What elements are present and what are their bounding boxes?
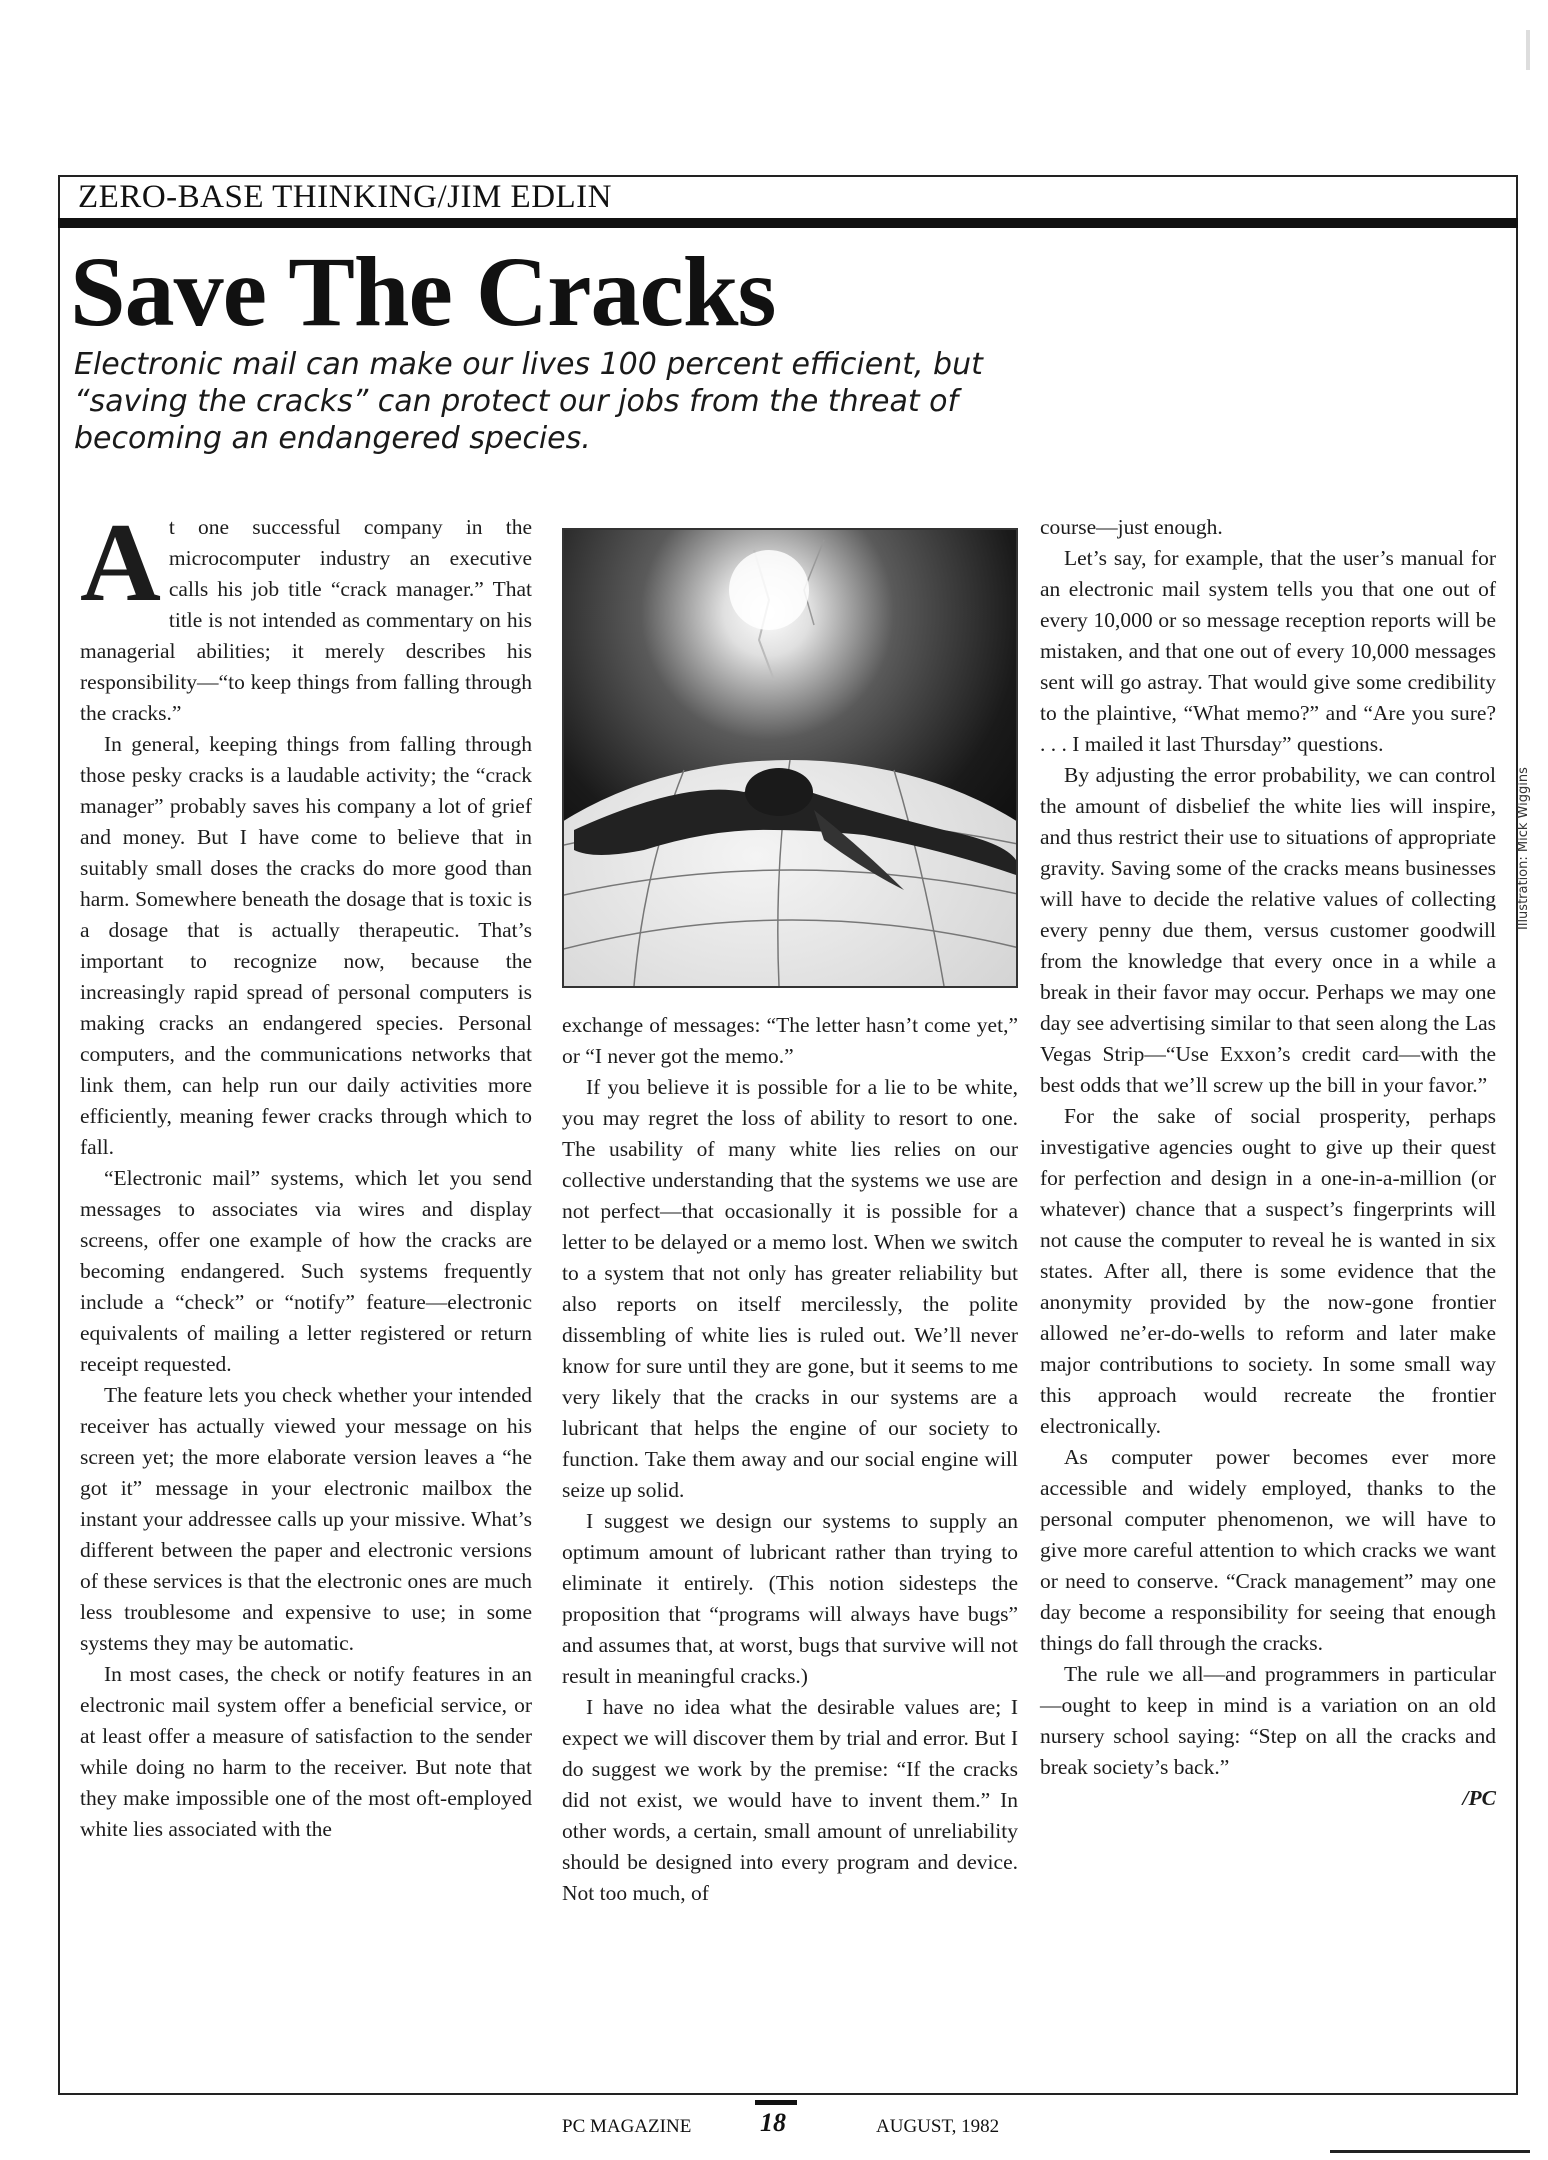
paragraph: In general, keeping things from falling through those pesky cracks is a laudable activity; the “crack manager” probably saves his company a lot of grief and money. But I have come to believe that in suitably small doses the cracks do more good than harm. Somewhere beneath the dosage that is toxic is a dosage that is actually therapeutic. That’s important to recognize now, because the increasingly rapid spread of personal computers is making cracks an endangered species. Personal computers, and the communications networks that link them, can help run our daily activities more efficiently, meaning fewer cracks through which to fall. [80, 732, 532, 1159]
surreal-globe-figure-illustration [564, 530, 1016, 986]
column-title: ZERO-BASE THINKING/JIM EDLIN [78, 179, 613, 215]
illustration-credit: Illustration: Mick Wiggins [1516, 767, 1531, 930]
paragraph: exchange of messages: “The letter hasn’t come yet,” or “I never got the memo.” [562, 1013, 1018, 1068]
paragraph: By adjusting the error probability, we can control the amount of disbelief the white lies will inspire, and thus restrict their use to situations of appropriate gravity. Saving some of the cracks means businesses will have to decide the relative values of collecting every penny due them, versus customer goodwill from the knowledge that every once in a while a break in their favor may occur. Perhaps we may one day see advertising similar to that seen along the Las Vegas Strip—“Use Exxon’s credit card—with the best odds that we’ll screw up the bill in your favor.” [1040, 763, 1496, 1097]
paragraph [80, 501, 532, 729]
scan-edge-mark [1526, 30, 1530, 70]
paragraph: If you believe it is possible for a lie to be white, you may regret the loss of ability to resort to one. The usability of many white lies relies on our collective understanding that the systems we use are not perfect—that occasionally it is possible for a letter to be delayed or a memo lost. When we switch to a system that not only has greater reliability but also reports on itself mercilessly, the polite dissembling of white lies is ruled out. We’ll never know for sure until they are gone, but it seems to me very likely that the cracks in our systems are a lubricant that helps the engine of our society to function. Take them away and our social engine will seize up solid. [562, 1075, 1018, 1502]
paragraph: Let’s say, for example, that the user’s manual for an electronic mail system tells you that one out of every 10,000 or so message reception reports will be mistaken, and that one out of every 10,000 messages sent will go astray. That would give some credibility to the plaintive, “What memo?” and “Are you sure? . . . I mailed it last Thursday” questions. [1040, 546, 1496, 756]
paragraph: For the sake of social prosperity, perhaps investigative agencies ought to give up their quest for perfection and design in a one-in-a-million (or whatever) chance that a suspect’s fingerprints will not cause the computer to reveal he is wanted in six states. After all, there is some evidence that the anonymity provided by the now-gone frontier allowed ne’er-do-wells to reform and later make major contributions to society. In some small way this approach would recreate the frontier electronically. [1040, 1104, 1496, 1438]
paragraph-text: t one successful company in the microcomputer industry an executive calls his job title “crack manager.” That title is not intended as commentary on his managerial abilities; it merely describes his responsibility—“to keep things from falling through the cracks.” [80, 515, 532, 725]
issue-date: AUGUST, 1982 [876, 2116, 1000, 2137]
paragraph: I have no idea what the desirable values are; I expect we will discover them by trial and error. But I do suggest we work by the premise: “If the cracks did not exist, we would have to invent them.” In other words, a certain, small amount of unreliability should be designed into every program and device. Not too much, of [562, 1695, 1018, 1905]
headline: Save The Cracks [70, 236, 776, 347]
article-column-2 [562, 1010, 1018, 1909]
scan-edge-mark [1330, 2150, 1530, 2153]
paragraph: course—just enough. [1040, 515, 1223, 539]
magazine-name: PC MAGAZINE [562, 2116, 692, 2137]
illustration [562, 528, 1018, 988]
signoff: /PC [1462, 1786, 1496, 1810]
dek: Electronic mail can make our lives 100 percent efficient, but “saving the cracks” can protect our jobs from the threat of becoming an endangered species. [74, 347, 983, 456]
paragraph: The feature lets you check whether your intended receiver has actually viewed your message on his screen yet; the more elaborate version leaves a “he got it” message in your electronic mailbox the instant your addressee calls up your missive. What’s different between the paper and electronic versions of these services is that the electronic ones are much less troublesome and expensive to use; in some systems they may be automatic. [80, 1383, 532, 1655]
page-number: 18 [760, 2108, 786, 2137]
paragraph: The rule we all—and programmers in particular—ought to keep in mind is a variation on an old nursery school saying: “Step on all the cracks and break society’s back.” [1040, 1662, 1496, 1779]
page-number-rule [755, 2100, 797, 2105]
paragraph: As computer power becomes ever more accessible and widely employed, thanks to the personal computer phenomenon, we will have to give more careful attention to which cracks we want or need to conserve. “Crack management” may one day become a responsibility for seeing that enough things do fall through the cracks. [1040, 1445, 1496, 1655]
title-rule [58, 218, 1518, 228]
paragraph: In most cases, the check or notify features in an electronic mail system offer a beneficial service, or at least offer a measure of satisfaction to the sender while doing no harm to the receiver. But note that they make impossible one of the most oft-employed white lies associated with the [80, 1662, 532, 1841]
article-column-1 [80, 501, 532, 1845]
drop-cap: A [80, 501, 161, 625]
paragraph: “Electronic mail” systems, which let you send messages to associates via wires and display screens, offer one example of how the cracks are becoming endangered. Such systems frequently include a “check” or “notify” feature—electronic equivalents of mailing a letter registered or return receipt requested. [80, 1166, 532, 1376]
paragraph: I suggest we design our systems to supply an optimum amount of lubricant rather than trying to eliminate it entirely. (This notion sidesteps the proposition that “programs will always have bugs” and assumes that, at worst, bugs that survive will not result in meaningful cracks.) [562, 1509, 1018, 1688]
article-column-3 [1040, 512, 1496, 1814]
